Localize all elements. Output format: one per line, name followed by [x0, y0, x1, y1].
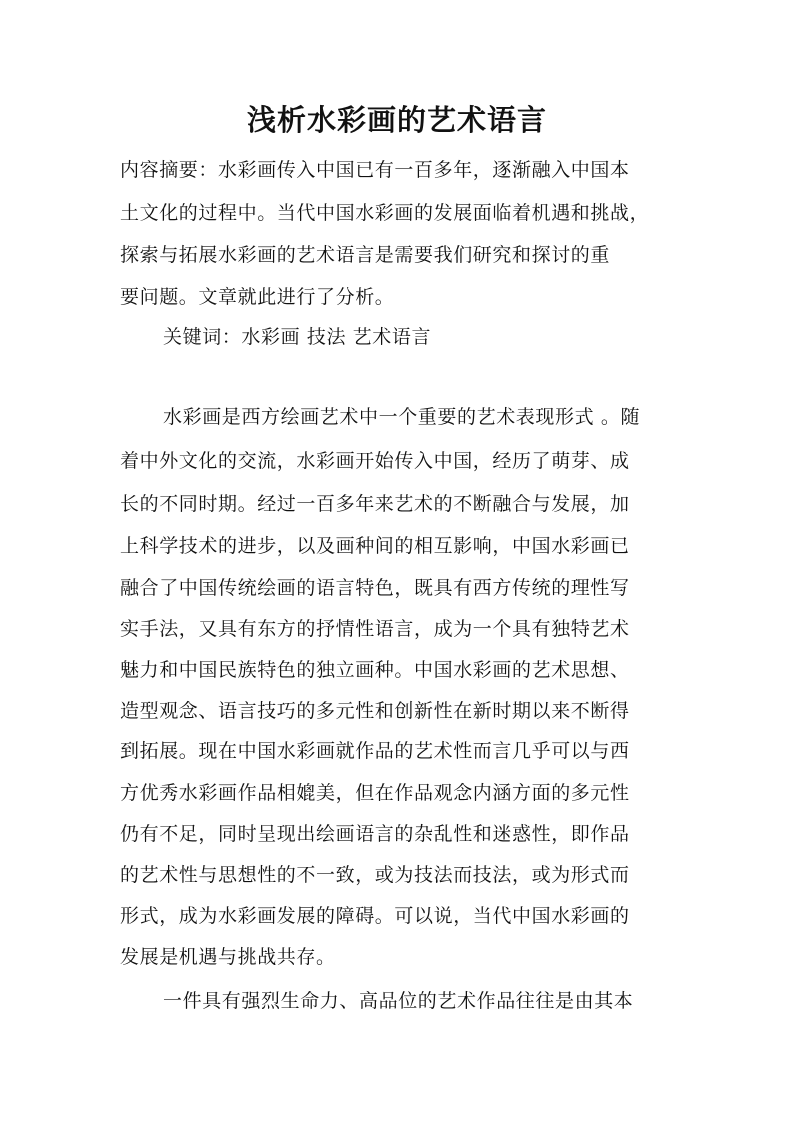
- body-paragraph-line: 造型观念、语言技巧的多元性和创新性在新时期以来不断得: [120, 700, 630, 722]
- body-paragraph-line: 方优秀水彩画作品相媲美，但在作品观念内涵方面的多元性: [120, 782, 630, 804]
- body-paragraph-line: 一件具有强烈生命力、高品位的艺术作品往往是由其本: [163, 990, 634, 1012]
- body-paragraph-line: 实手法，又具有东方的抒情性语言，成为一个具有独特艺术: [120, 618, 630, 640]
- body-paragraph-line: 魅力和中国民族特色的独立画种。中国水彩画的艺术思想、: [120, 659, 630, 681]
- abstract-line: 内容摘要：水彩画传入中国已有一百多年，逐渐融入中国本: [120, 159, 630, 181]
- body-paragraph-line: 到拓展。现在中国水彩画就作品的艺术性而言几乎可以与西: [120, 740, 630, 762]
- abstract-line: 探索与拓展水彩画的艺术语言是需要我们研究和探讨的重: [120, 244, 611, 266]
- body-paragraph-line: 发展是机遇与挑战共存。: [120, 946, 336, 968]
- document-title: 浅析水彩画的艺术语言: [246, 103, 547, 137]
- body-paragraph-line: 着中外文化的交流，水彩画开始传入中国，经历了萌芽、成: [120, 450, 630, 472]
- body-paragraph-line: 长的不同时期。经过一百多年来艺术的不断融合与发展，加: [120, 493, 630, 515]
- abstract-line: 要问题。文章就此进行了分析。: [120, 286, 395, 308]
- abstract-line: 土文化的过程中。当代中国水彩画的发展面临着机遇和挑战，: [120, 202, 650, 224]
- body-paragraph-line: 上科学技术的进步，以及画种间的相互影响，中国水彩画已: [120, 535, 630, 557]
- body-paragraph-line: 仍有不足，同时呈现出绘画语言的杂乱性和迷惑性，即作品: [120, 823, 630, 845]
- body-paragraph-line: 水彩画是西方绘画艺术中一个重要的艺术表现形式 。随: [163, 406, 641, 428]
- body-paragraph-line: 融合了中国传统绘画的语言特色，既具有西方传统的理性写: [120, 577, 630, 599]
- keywords-line: 关键词：水彩画 技法 艺术语言: [163, 326, 432, 348]
- body-paragraph-line: 的艺术性与思想性的不一致，或为技法而技法，或为形式而: [120, 864, 630, 886]
- body-paragraph-line: 形式，成为水彩画发展的障碍。可以说，当代中国水彩画的: [120, 905, 630, 927]
